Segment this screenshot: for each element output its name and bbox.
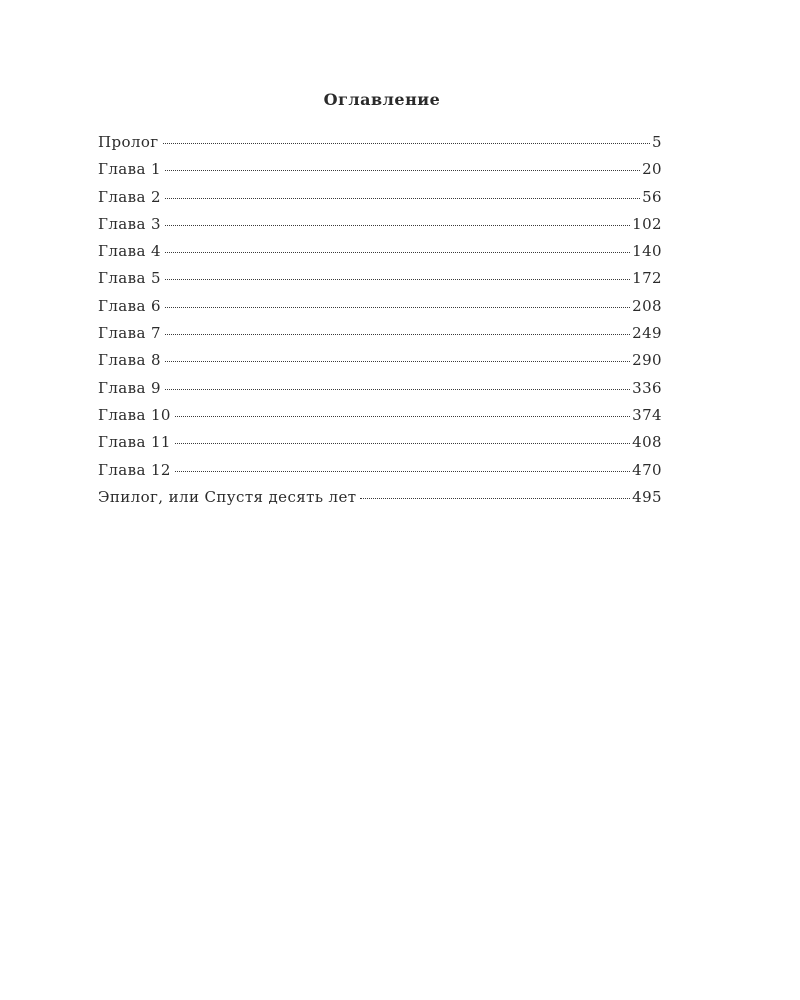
toc-entry[interactable]: [98, 215, 662, 242]
toc-entry-page: 140: [632, 242, 662, 261]
toc-entry-label: Глава 12: [98, 460, 171, 479]
toc-dot-leader: [165, 198, 640, 199]
toc-entry-page: 470: [632, 460, 662, 479]
toc-entry-page: 408: [632, 433, 662, 452]
toc-entry[interactable]: [98, 242, 662, 269]
toc-dot-leader: [175, 416, 630, 417]
toc-dot-leader: [165, 225, 630, 226]
toc-entry-label: Глава 4: [98, 242, 161, 261]
toc-entry[interactable]: [98, 188, 662, 215]
toc-entry[interactable]: [98, 406, 662, 433]
toc-dot-leader: [165, 279, 630, 280]
toc-dot-leader: [175, 471, 630, 472]
toc-dot-leader: [163, 143, 651, 144]
toc-title: Оглавление: [323, 90, 441, 109]
toc-entry-page: 249: [632, 324, 662, 343]
toc-entry-page: 102: [632, 214, 662, 233]
toc-entry-label: Глава 7: [98, 324, 161, 343]
toc-entry-page: 56: [642, 187, 662, 206]
toc-entry-label: Глава 6: [98, 296, 161, 315]
toc-entry[interactable]: [98, 324, 662, 351]
toc-entry[interactable]: [98, 133, 662, 160]
toc-entry[interactable]: [98, 160, 662, 187]
toc-entry-label: Глава 2: [98, 187, 161, 206]
toc-entry[interactable]: [98, 379, 662, 406]
toc-entry[interactable]: [98, 488, 662, 515]
toc-dot-leader: [360, 498, 630, 499]
toc-dot-leader: [165, 334, 630, 335]
toc-entry-label: Глава 5: [98, 269, 161, 288]
toc-dot-leader: [165, 307, 630, 308]
toc-entry-page: 290: [632, 351, 662, 370]
toc-dot-leader: [175, 443, 630, 444]
toc-entry-label: Глава 9: [98, 378, 161, 397]
toc-dot-leader: [165, 170, 640, 171]
toc-entry[interactable]: [98, 297, 662, 324]
toc-entry[interactable]: [98, 269, 662, 296]
toc-entry-page: 20: [642, 160, 662, 179]
toc-entry-page: 374: [632, 405, 662, 424]
toc-entry-label: Эпилог, или Спустя десять лет: [98, 487, 357, 506]
toc-entry-label: Пролог: [98, 133, 159, 151]
toc-entry-page: 336: [632, 378, 662, 397]
toc-entry[interactable]: [98, 433, 662, 460]
toc-entry-page: 495: [632, 487, 662, 506]
toc-entry-label: Глава 8: [98, 351, 161, 370]
toc-list: [98, 133, 662, 515]
toc-entry-label: Глава 1: [98, 160, 161, 179]
toc-dot-leader: [165, 361, 630, 362]
toc-entry-label: Глава 11: [98, 433, 171, 452]
toc-entry-page: 208: [632, 296, 662, 315]
toc-entry-page: 172: [632, 269, 662, 288]
toc-entry[interactable]: [98, 461, 662, 488]
toc-entry-label: Глава 3: [98, 214, 161, 233]
toc-entry-label: Глава 10: [98, 405, 171, 424]
toc-dot-leader: [165, 389, 630, 390]
toc-dot-leader: [165, 252, 630, 253]
toc-entry[interactable]: [98, 351, 662, 378]
toc-entry-page: 5: [652, 133, 662, 151]
